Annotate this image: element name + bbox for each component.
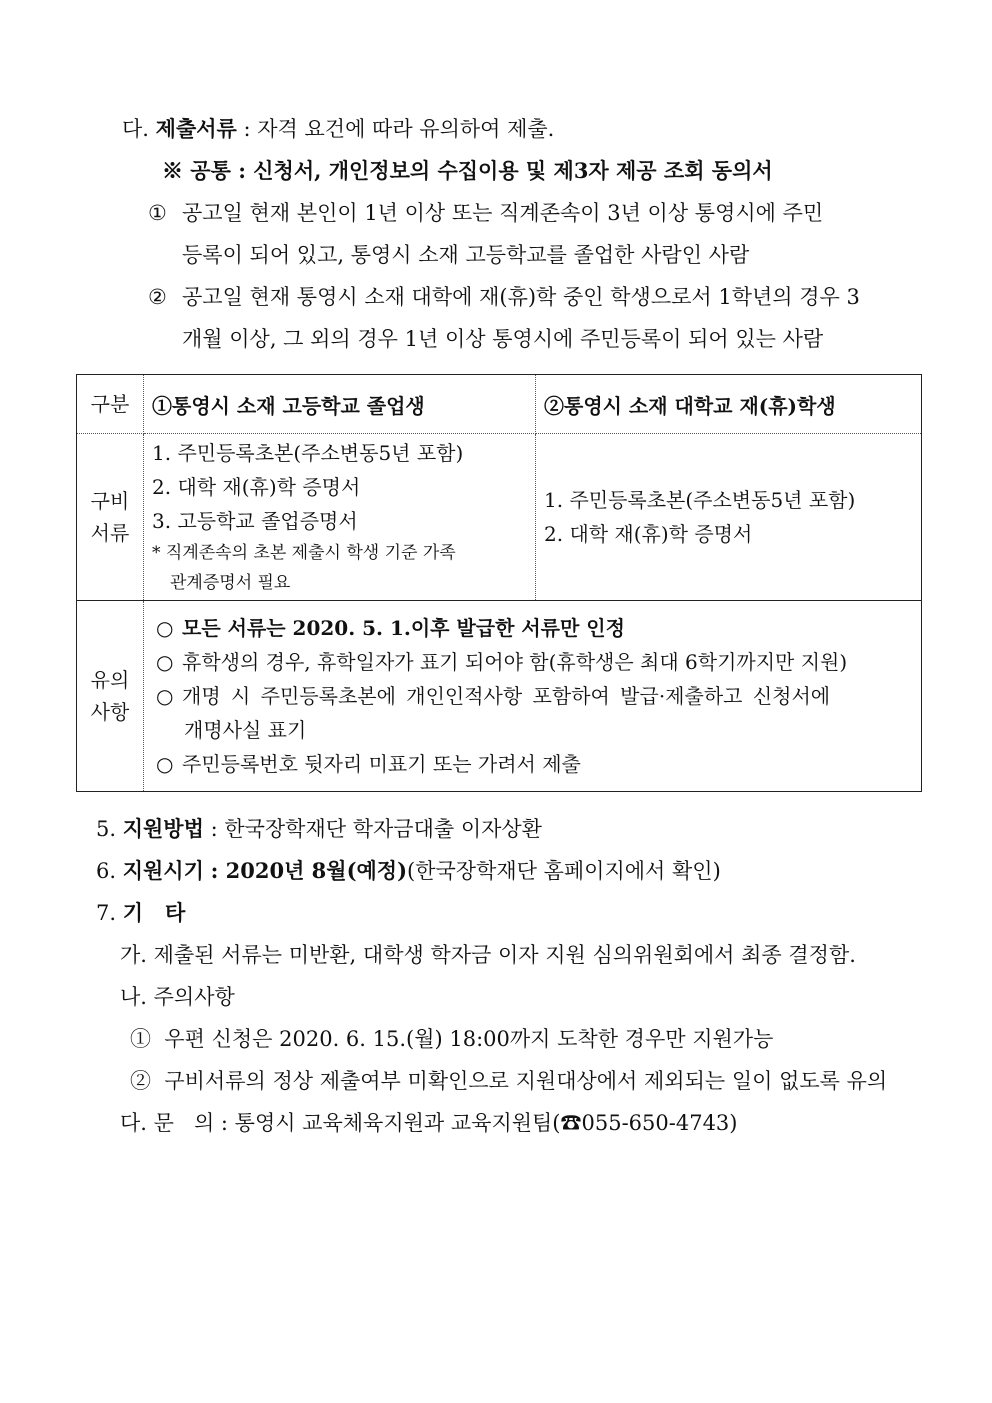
list-item: 2. 대학 재(휴)학 증명서: [152, 475, 361, 499]
section-6: 6. 지원시기 : 2020년 8월(예정)(한국장학재단 홈페이지에서 확인): [96, 858, 721, 883]
list-item: 3. 고등학교 졸업증명서: [152, 509, 358, 533]
list-item: ○ 주민등록번호 뒷자리 미표기 또는 가려서 제출: [156, 752, 581, 776]
list-item: 2. 대학 재(휴)학 증명서: [544, 522, 753, 546]
list-item-cont: 개명사실 표기: [184, 718, 307, 742]
section-da: 다. 제출서류 : 자격 요건에 따라 유의하여 제출.: [122, 116, 555, 141]
notes-label: 유의 사항: [77, 601, 144, 792]
list-item: ○ 개명 시 주민등록초본에 개인인적사항 포함하여 발급·제출하고 신청서에: [156, 684, 831, 708]
table-header-row: [77, 375, 922, 434]
section-5: 5. 지원방법 : 한국장학재단 학자금대출 이자상환: [96, 816, 542, 841]
eligibility-item-2: ② 공고일 현재 통영시 소재 대학에 재(휴)학 중인 학생으로서 1학년의 경우 3: [148, 285, 860, 309]
eligibility-item-1: ① 공고일 현재 본인이 1년 이상 또는 직계존속이 3년 이상 통영시에 주민: [148, 201, 824, 225]
table-row-documents: [77, 434, 922, 601]
header-university-student: ②통영시 소재 대학교 재(휴)학생: [536, 375, 922, 434]
list-item: 1. 주민등록초본(주소변동5년 포함): [152, 441, 464, 465]
section-7: 7. 기 타: [96, 900, 186, 925]
docs-footnote-cont: 관계증명서 필요: [170, 573, 291, 593]
header-category: 구분: [77, 375, 144, 434]
caution-1: ① 우편 신청은 2020. 6. 15.(월) 18:00까지 도착한 경우만 지원가능: [130, 1027, 774, 1051]
common-documents-note: ※ 공통 : 신청서, 개인정보의 수집이용 및 제3자 제공 조회 동의서: [162, 158, 773, 183]
docs-footnote: * 직계존속의 초본 제출시 학생 기준 가족: [152, 543, 456, 563]
sub-na: 나. 주의사항: [120, 985, 235, 1009]
list-item: 1. 주민등록초본(주소변동5년 포함): [544, 488, 856, 512]
header-highschool-grad: ①통영시 소재 고등학교 졸업생: [144, 375, 536, 434]
eligibility-item-2-cont: 개월 이상, 그 외의 경우 1년 이상 통영시에 주민등록이 되어 있는 사람: [182, 327, 824, 351]
docs-label: 구비 서류: [77, 434, 144, 601]
caution-2: ② 구비서류의 정상 제출여부 미확인으로 지원대상에서 제외되는 일이 없도록 유의: [130, 1069, 888, 1093]
section-da-title: 제출서류: [155, 116, 237, 141]
list-item: ○ 모든 서류는 2020. 5. 1.이후 발급한 서류만 인정: [156, 616, 625, 640]
eligibility-item-1-cont: 등록이 되어 있고, 통영시 소재 고등학교를 졸업한 사람인 사람: [182, 243, 750, 267]
inquiry: 다. 문 의 : 통영시 교육체육지원과 교육지원팀(☎055-650-4743): [120, 1111, 738, 1135]
sub-ga: 가. 제출된 서류는 미반환, 대학생 학자금 이자 지원 심의위원회에서 최종 결정함.: [120, 943, 856, 967]
notes-content: [144, 601, 922, 792]
table-row-notes: [77, 601, 922, 792]
docs-highschool: [144, 434, 536, 601]
documents-table: [76, 374, 922, 792]
list-item: ○ 휴학생의 경우, 휴학일자가 표기 되어야 함(휴학생은 최대 6학기까지만 지원): [156, 650, 848, 674]
docs-university: [536, 434, 922, 601]
